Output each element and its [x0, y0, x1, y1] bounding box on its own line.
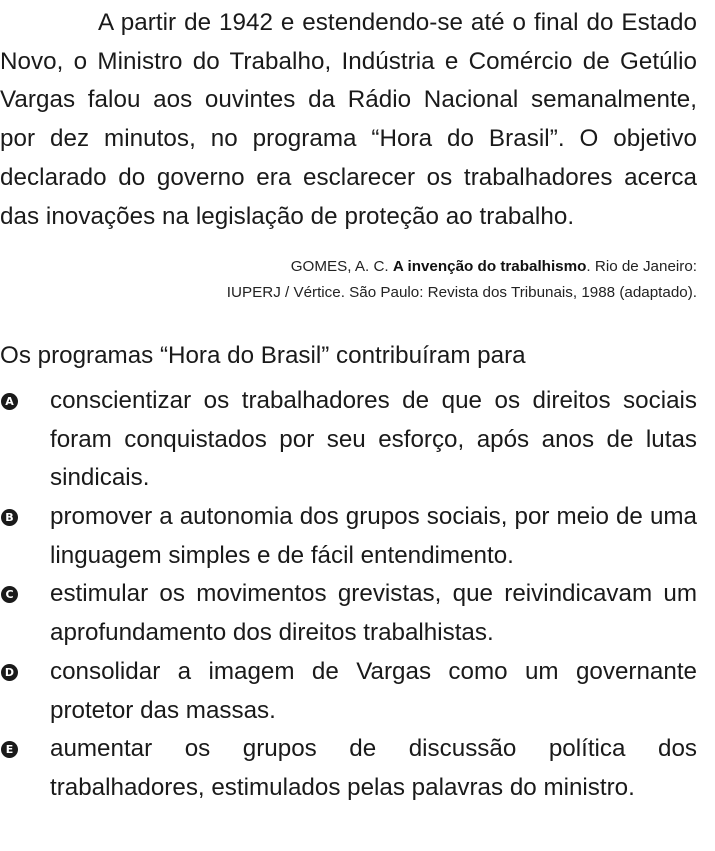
- option-b-letter-icon: B: [1, 509, 18, 526]
- option-a[interactable]: [0, 382, 697, 498]
- question-stem: Os programas “Hora do Brasil” contribuíram para: [0, 342, 526, 370]
- option-c[interactable]: [0, 575, 697, 652]
- passage-text: A partir de 1942 e estendendo-se até o final do Estado Novo, o Ministro do Trabalho, Indústria e Comércio de Getúlio Vargas falou aos ouvintes da Rádio Nacional semanalmente, por dez minutos, no programa “Hora do Brasil”. O objetivo declarado do governo era esclarecer os trabalhadores acerca das inovações na legislação de proteção ao trabalho.: [0, 9, 697, 230]
- option-d[interactable]: [0, 653, 697, 730]
- citation: [0, 254, 697, 306]
- citation-line-1: [0, 254, 697, 280]
- option-b[interactable]: [0, 498, 697, 575]
- citation-place: . Rio de Janeiro:: [586, 258, 697, 276]
- option-e-letter-icon: E: [1, 741, 18, 758]
- option-e-text: aumentar os grupos de discussão política dos trabalhadores, estimulados pelas palavras do ministro.: [50, 735, 697, 801]
- option-c-text: estimular os movimentos grevistas, que reivindicavam um aprofundamento dos direitos trabalhistas.: [50, 580, 697, 647]
- option-a-letter-icon: A: [1, 393, 18, 410]
- citation-title: A invenção do trabalhismo: [392, 258, 587, 276]
- option-b-text: promover a autonomia dos grupos sociais, por meio de uma linguagem simples e de fácil entendimento.: [50, 503, 697, 569]
- option-a-text: conscientizar os trabalhadores de que os direitos sociais foram conquistados por seu esforço, após anos de lutas sindicais.: [50, 386, 697, 492]
- citation-line-2: IUPERJ / Vértice. São Paulo: Revista dos Tribunais, 1988 (adaptado).: [226, 284, 697, 302]
- citation-author: GOMES, A. C.: [290, 258, 393, 276]
- option-c-letter-icon: C: [1, 586, 18, 603]
- option-d-text: consolidar a imagem de Vargas como um governante protetor das massas.: [50, 657, 697, 724]
- option-e[interactable]: [0, 730, 697, 807]
- option-d-letter-icon: D: [1, 664, 18, 681]
- answer-options: [0, 382, 697, 808]
